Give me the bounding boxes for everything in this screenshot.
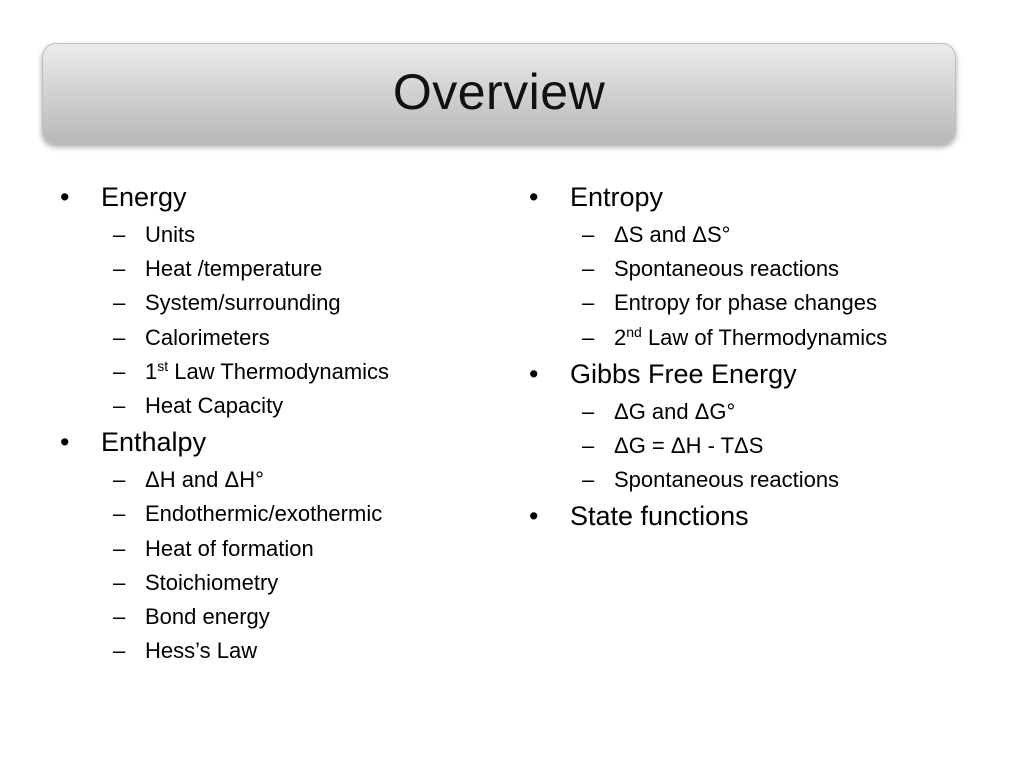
left-column [60,180,510,670]
sub-item-label: ΔH and ΔH° [145,467,264,493]
dash-icon: – [582,433,595,459]
sub-item-delta-h [60,463,510,497]
sub-item-spontaneous-reactions [529,252,979,286]
sub-item-endo-exo [60,497,510,531]
dash-icon: – [582,398,595,424]
bullet-label: Energy [101,182,187,212]
sub-item-heat-of-formation [60,532,510,566]
bullet-label: State functions [570,501,749,532]
sub-item-bond-energy [60,600,510,634]
bullet-icon: • [529,501,539,532]
sub-item-label: ΔS and ΔS° [614,222,731,247]
dash-icon: – [113,256,126,282]
sub-item-calorimeters [60,321,510,355]
sub-item-label: Heat of formation [145,535,314,561]
second-law-text: Law of Thermodynamics [641,324,888,350]
first-law-number: 1 [145,358,158,384]
dash-icon: – [582,467,595,493]
dash-icon: – [113,638,126,664]
energy-sublist [60,218,510,423]
dash-icon: – [113,358,126,384]
first-law-text: Law Thermodynamics [168,358,390,384]
bullet-label: Gibbs Free Energy [570,358,797,389]
sub-item-units [60,218,510,252]
sub-item-heat-capacity [60,389,510,423]
dash-icon: – [582,256,595,282]
sub-item-label: Heat Capacity [145,393,284,419]
sub-item-hess-law [60,634,510,668]
dash-icon: – [113,324,126,350]
entropy-sublist [529,218,979,355]
dash-icon: – [582,222,595,247]
bullet-icon: • [529,358,539,389]
sub-item-label: Spontaneous reactions [614,256,840,282]
sub-item-label: Entropy for phase changes [614,290,877,316]
sub-item-label: Calorimeters [145,324,270,350]
sub-item-label: Bond energy [145,604,270,630]
bullet-state-functions [529,499,979,533]
bullet-energy [60,180,510,214]
sub-item-gibbs-equation [529,429,979,463]
slide-title: Overview [392,63,606,120]
sub-item-label: Endothermic/exothermic [145,501,383,527]
sub-item-label: System/surrounding [145,290,341,316]
dash-icon: – [113,222,126,247]
sub-item-label: ΔG = ΔH - TΔS [614,433,764,459]
bullet-label: Entropy [570,182,664,212]
second-law-ordinal: nd [626,323,642,340]
bullet-icon: • [60,427,70,458]
second-law-number: 2 [614,324,627,350]
sub-item-gibbs-spontaneous [529,463,979,497]
sub-item-phase-changes [529,286,979,320]
dash-icon: – [582,324,595,350]
sub-item-first-law [60,355,510,389]
bullet-label: Enthalpy [101,427,207,458]
title-bar [42,43,956,144]
sub-item-label: Heat /temperature [145,256,323,282]
sub-item-label: ΔG and ΔG° [614,398,736,424]
dash-icon: – [113,604,126,630]
gibbs-sublist [529,395,979,498]
sub-item-system-surrounding [60,286,510,320]
sub-item-label: Hess’s Law [145,638,258,664]
bullet-icon: • [529,182,539,212]
dash-icon: – [113,467,126,493]
dash-icon: – [582,290,595,316]
bullet-enthalpy [60,425,510,459]
bullet-entropy [529,180,979,214]
sub-item-label: Units [145,222,196,247]
bullet-gibbs-free-energy [529,357,979,391]
sub-item-heat-temperature [60,252,510,286]
dash-icon: – [113,535,126,561]
sub-item-label: Stoichiometry [145,569,279,595]
sub-item-delta-g [529,395,979,429]
sub-item-label: Spontaneous reactions [614,467,840,493]
enthalpy-sublist [60,463,510,668]
sub-item-stoichiometry [60,566,510,600]
first-law-ordinal: st [157,357,169,374]
sub-item-second-law [529,321,979,355]
right-column [529,180,979,533]
sub-item-delta-s [529,218,979,252]
dash-icon: – [113,393,126,419]
bullet-icon: • [60,182,70,212]
dash-icon: – [113,569,126,595]
dash-icon: – [113,290,126,316]
dash-icon: – [113,501,126,527]
